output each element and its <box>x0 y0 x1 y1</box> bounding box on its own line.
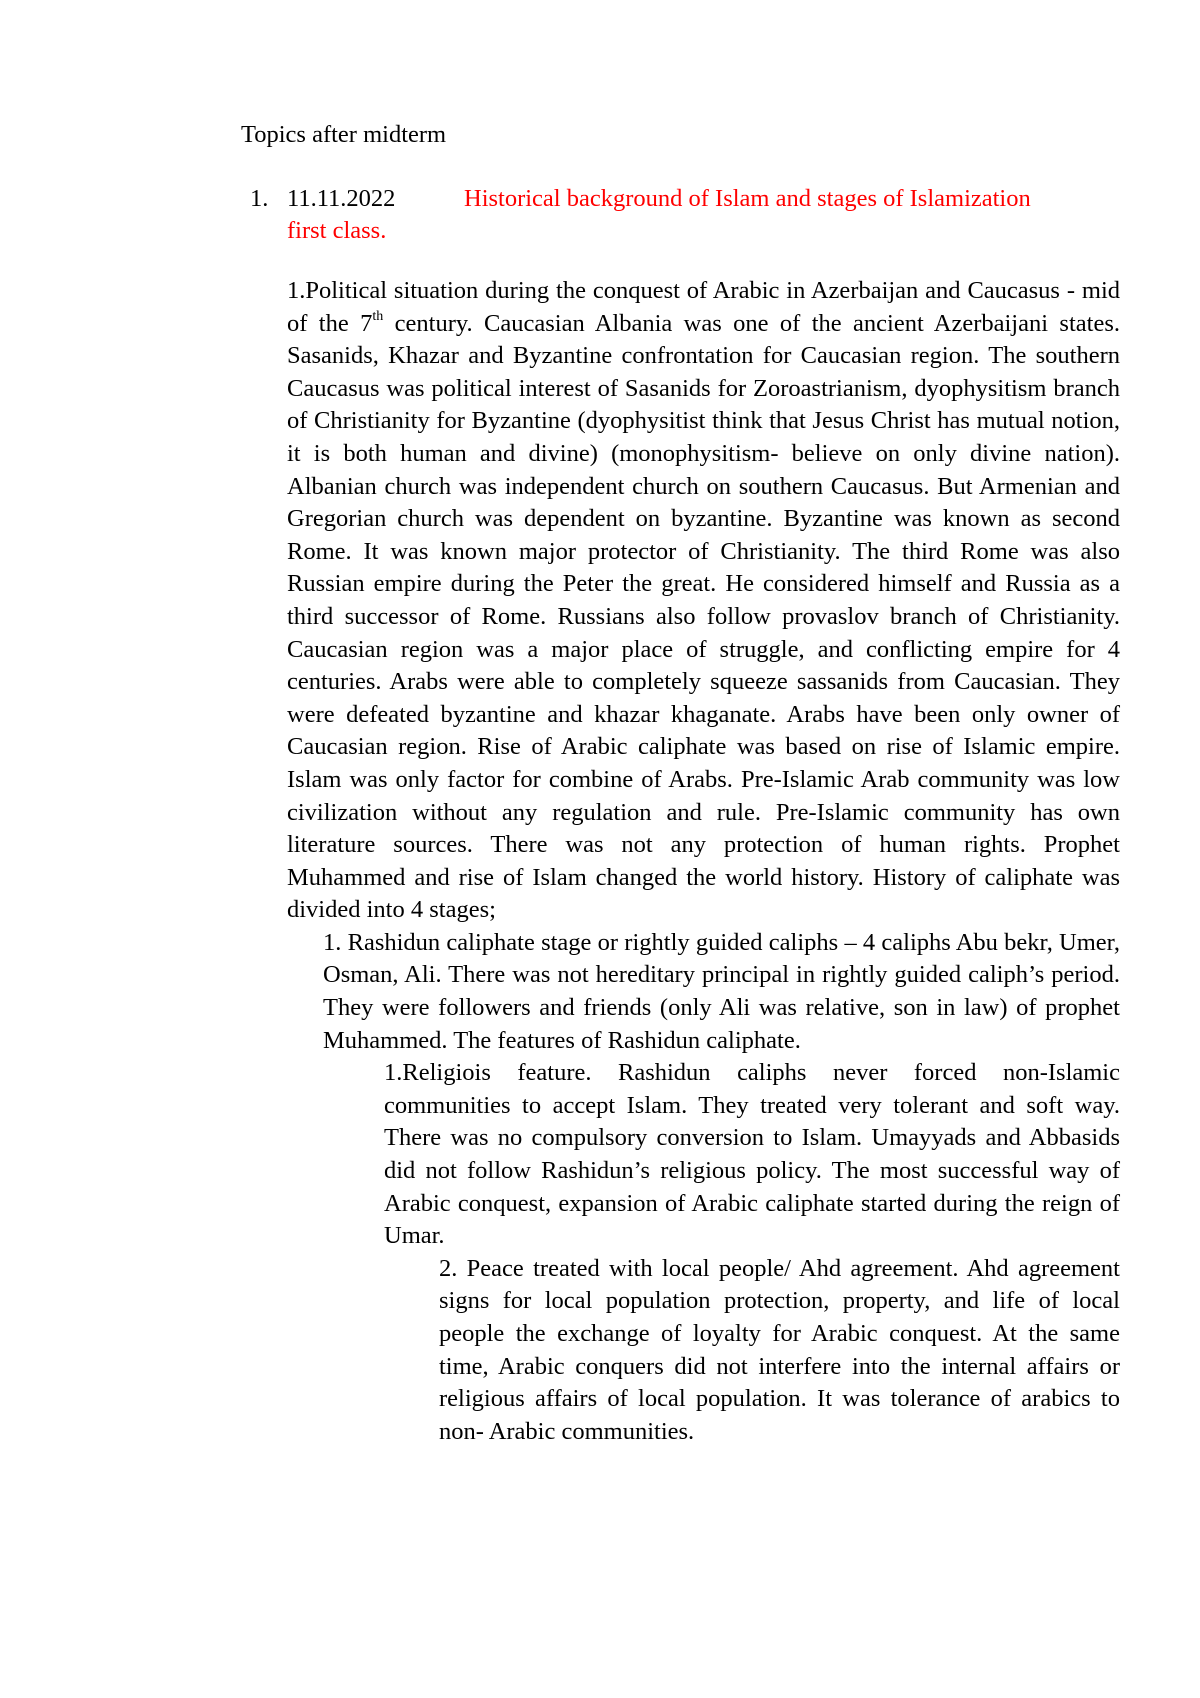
paragraph-ahd-agreement-part-2: Arabic communities. <box>488 1417 695 1445</box>
list-item-number: 1. <box>250 185 269 212</box>
paragraph-political-situation <box>287 275 1120 927</box>
topic-title-continuation: first class. <box>287 217 387 244</box>
paragraph-religious-feature: 1.Religiois feature. Rashidun caliphs never forced non-Islamic communities to accept Islam. They treated very tolerant and soft way. There was no compulsory conversion to Islam. Umayyads and Abbasids did not follow Rashidun’s religious policy. The most successful way of Arabic conquest, expansion of Arabic caliphate started during the reign of Umar. <box>384 1059 1120 1250</box>
paragraph-rashidun-caliphate: 1. Rashidun caliphate stage or rightly guided caliphs – 4 caliphs Abu bekr, Umer, Osman, Ali. There was not hereditary principal in rightly guided caliph’s period. They were followers and friends (only Ali was relative, son in law) of prophet Muhammed. The features of Rashidun caliphate. <box>323 928 1120 1054</box>
superscript-ordinal: th <box>372 308 384 324</box>
paragraph-ahd-agreement <box>287 1253 1120 1449</box>
paragraph-political-situation-part-1: 1.Political situation during the conquest of Arabic in Azerbaijan and Caucasus - mid of the 7 <box>287 277 1120 337</box>
topic-header <box>287 183 1120 215</box>
paragraph-ahd-agreement-part-1: 2. Peace treated with local people/ Ahd agreement. Ahd agreement signs for local population protection, property, and life of local people the exchange of loyalty for Arabic conquest. At the same time, Arabic conquers did not interfere into the internal affairs or religious affairs of local population. It was tolerance of arabics to non- <box>439 1254 1120 1445</box>
paragraph-political-situation-part-2: century. Caucasian Albania was one of the ancient Azerbaijani states. Sasanids, Khazar and Byzantine confrontation for Caucasian region. The southern Caucasus was political interest of Sasanids for Zoroastrianism, dyophysitism branch of Christianity for Byzantine (dyophysitist think that Jesus Christ has mutual notion, it is both human and divine) (monophysitism- believe on only divine nation). Albanian church was independent church on southern Caucasus. But Armenian and Gregorian church was dependent on byzantine. Byzantine was known as second Rome. It was known major protector of Christianity. The third Rome was also Russian empire during the Peter the great. He considered himself and Russia as a third successor of Rome. Russians also follow provaslov branch of Christianity. Caucasian region was a major place of struggle, and conflicting empire for 4 centuries. Arabs were able to completely squeeze sassanids from Caucasian. They were defeated byzantine and khazar khaganate. Arabs have been only owner of Caucasian region. Rise of Arabic caliphate was based on rise of Islamic empire. Islam was only factor for combine of Arabs. Pre-Islamic Arab community was low civilization without any regulation and rule. Pre-Islamic community has own literature sources. There was not any protection of human rights. Prophet Muhammed and rise of Islam changed the world history. History of caliphate was divided into 4 stages; <box>287 309 1120 924</box>
lecture-date: 11.11.2022 <box>287 185 396 212</box>
page-heading: Topics after midterm <box>241 121 447 148</box>
topic-title: Historical background of Islam and stages of Islamization <box>464 185 1031 212</box>
list-item-content <box>287 183 1120 1448</box>
